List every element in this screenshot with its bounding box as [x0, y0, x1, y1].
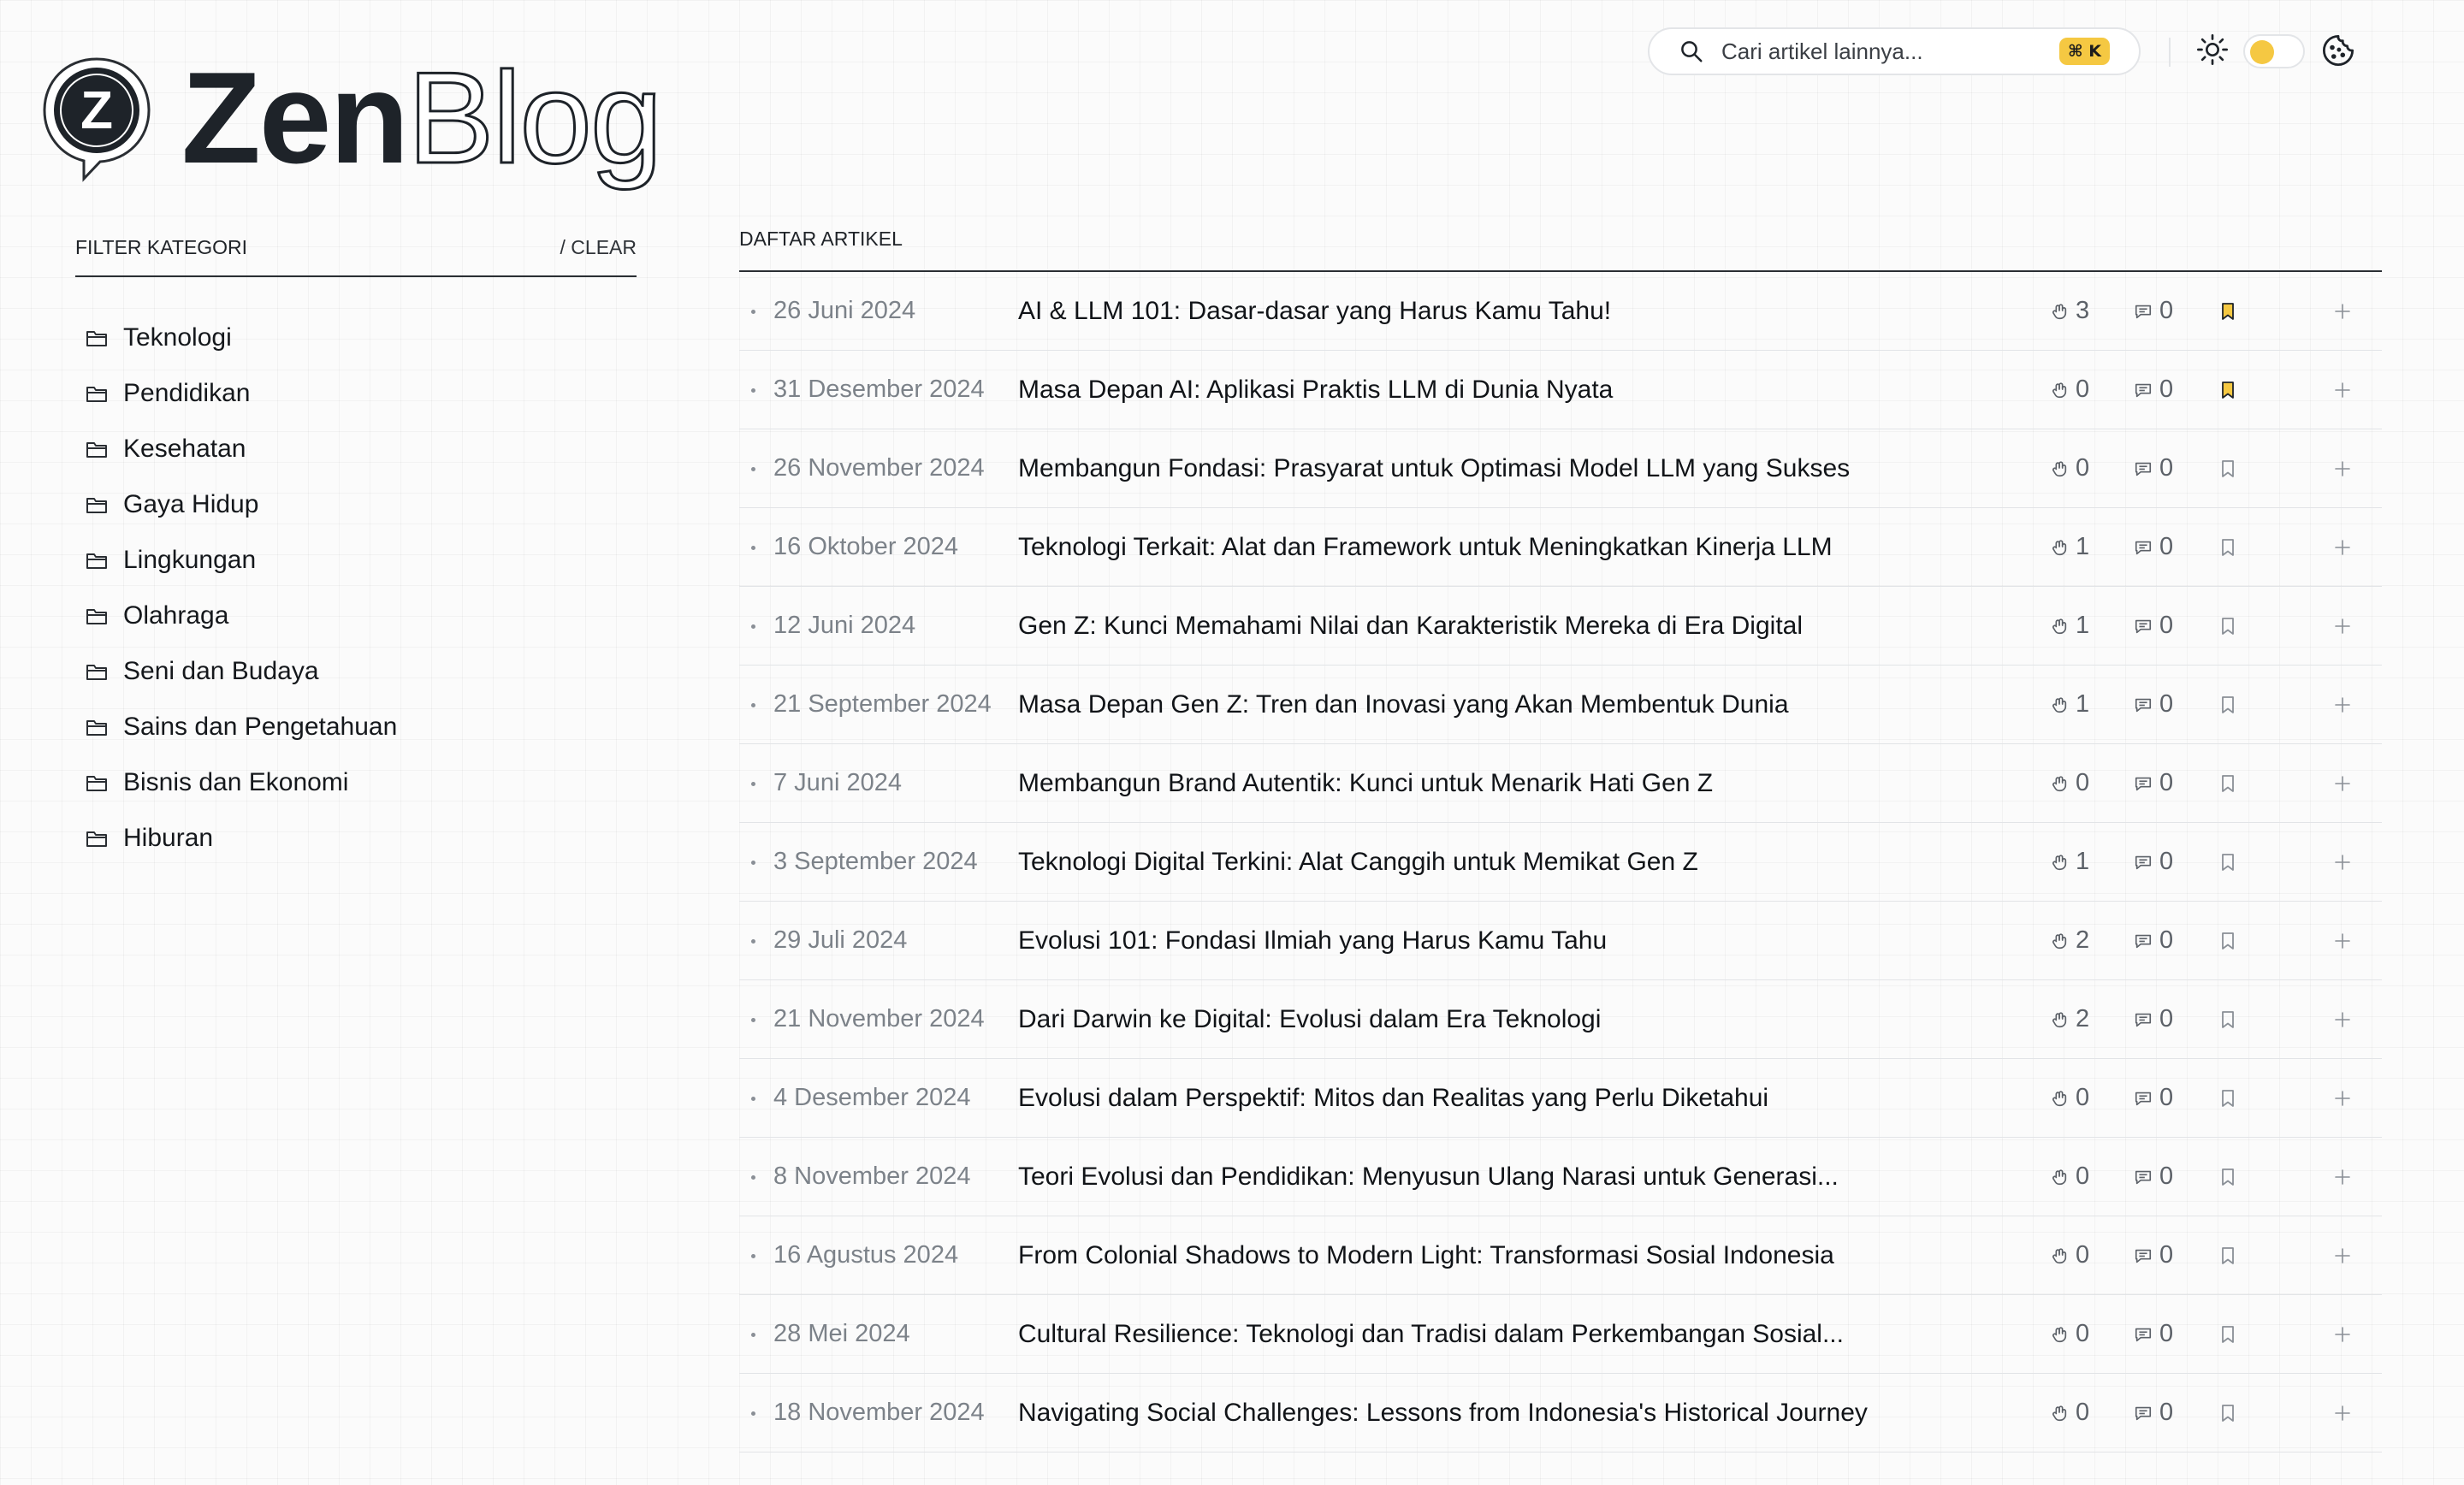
like-icon: [2050, 774, 2069, 793]
folder-icon: [86, 495, 108, 514]
category-item[interactable]: [86, 310, 397, 365]
category-item[interactable]: [86, 365, 397, 421]
category-item[interactable]: [86, 476, 397, 532]
like-count[interactable]: [2050, 690, 2089, 719]
comment-count[interactable]: [2134, 769, 2173, 797]
article-date: 16 Agustus 2024: [773, 1241, 959, 1269]
add-icon[interactable]: [2332, 773, 2353, 794]
category-label: Sains dan Pengetahuan: [123, 712, 398, 741]
bullet-dot: [751, 703, 755, 707]
comment-icon: [2134, 381, 2153, 399]
folder-icon: [86, 829, 108, 848]
add-icon[interactable]: [2332, 1088, 2353, 1109]
like-count[interactable]: [2050, 926, 2089, 955]
like-icon: [2050, 1246, 2069, 1265]
article-date: 31 Desember 2024: [773, 376, 985, 403]
folder-icon: [86, 440, 108, 459]
article-date: 3 September 2024: [773, 848, 978, 875]
bullet-dot: [751, 310, 755, 314]
comment-count[interactable]: [2134, 612, 2173, 640]
comment-count[interactable]: [2134, 454, 2173, 482]
like-count-value: 0: [2076, 769, 2090, 796]
bookmark-icon[interactable]: [2218, 459, 2238, 479]
article-title-link[interactable]: AI & LLM 101: Dasar-dasar yang Harus Kamu Tahu!: [1018, 296, 1612, 325]
like-count[interactable]: [2050, 1005, 2089, 1033]
comment-count-value: 0: [2159, 1163, 2174, 1190]
like-icon: [2050, 538, 2069, 557]
category-label: Bisnis dan Ekonomi: [123, 767, 349, 796]
comment-count[interactable]: [2134, 1005, 2173, 1033]
category-label: Gaya Hidup: [123, 489, 259, 518]
folder-icon: [86, 384, 108, 403]
like-count-value: 0: [2076, 1163, 2090, 1190]
add-icon[interactable]: [2332, 616, 2353, 636]
comment-count[interactable]: [2134, 1241, 2173, 1269]
bookmark-icon[interactable]: [2218, 1088, 2238, 1109]
folder-icon: [86, 773, 108, 792]
category-list: [86, 310, 397, 866]
like-count[interactable]: [2050, 454, 2089, 482]
like-icon: [2050, 617, 2069, 636]
bullet-dot: [751, 782, 755, 786]
like-count-value: 3: [2076, 297, 2090, 324]
cookie-icon[interactable]: [2320, 33, 2356, 68]
like-count[interactable]: [2050, 769, 2089, 797]
comment-count-value: 0: [2159, 1399, 2174, 1426]
bookmark-icon[interactable]: [2218, 380, 2238, 400]
comment-icon: [2134, 932, 2153, 950]
article-title-link[interactable]: Cultural Resilience: Teknologi dan Tradisi dalam Perkembangan Sosial...: [1018, 1319, 1844, 1348]
article-row[interactable]: [739, 1295, 2382, 1374]
article-title-link[interactable]: Navigating Social Challenges: Lessons from Indonesia's Historical Journey: [1018, 1398, 1868, 1427]
article-title-link[interactable]: Evolusi 101: Fondasi Ilmiah yang Harus Kamu Tahu: [1018, 926, 1608, 955]
clear-filter-button[interactable]: / CLEAR: [560, 236, 637, 258]
comment-count[interactable]: [2134, 297, 2173, 325]
article-row[interactable]: [739, 429, 2382, 508]
article-list-title: DAFTAR ARTIKEL: [739, 228, 903, 250]
article-date: 7 Juni 2024: [773, 769, 902, 796]
folder-icon: [86, 551, 108, 570]
like-icon: [2050, 1168, 2069, 1186]
add-icon[interactable]: [2332, 301, 2353, 322]
article-row[interactable]: [739, 587, 2382, 666]
comment-count-value: 0: [2159, 1320, 2174, 1347]
like-icon: [2050, 302, 2069, 321]
add-icon[interactable]: [2332, 852, 2353, 873]
search-icon: [1679, 38, 1704, 64]
theme-toggle[interactable]: [2243, 34, 2305, 68]
category-label: Lingkungan: [123, 545, 257, 574]
like-count-value: 0: [2076, 1399, 2090, 1426]
article-row[interactable]: [739, 508, 2382, 587]
bookmark-icon[interactable]: [2218, 1167, 2238, 1187]
like-count[interactable]: [2050, 533, 2089, 561]
logo-text-outline: Blog: [407, 45, 661, 191]
like-icon: [2050, 695, 2069, 714]
article-title-link[interactable]: From Colonial Shadows to Modern Light: Transformasi Sosial Indonesia: [1018, 1240, 1834, 1269]
like-icon: [2050, 381, 2069, 399]
comment-count-value: 0: [2159, 926, 2174, 954]
comment-icon: [2134, 1089, 2153, 1108]
add-icon[interactable]: [2332, 1009, 2353, 1030]
category-item[interactable]: [86, 810, 397, 866]
like-count-value: 0: [2076, 1241, 2090, 1269]
bullet-dot: [751, 624, 755, 629]
comment-icon: [2134, 617, 2153, 636]
category-label: Kesehatan: [123, 434, 246, 463]
article-list-header: [739, 228, 2382, 272]
bookmark-icon[interactable]: [2218, 1009, 2238, 1030]
category-label: Olahraga: [123, 601, 229, 630]
article-title-link[interactable]: Evolusi dalam Perspektif: Mitos dan Realitas yang Perlu Diketahui: [1018, 1083, 1769, 1112]
add-icon[interactable]: [2332, 695, 2353, 715]
article-date: 8 November 2024: [773, 1163, 971, 1190]
filter-category-header: [75, 236, 637, 277]
category-item[interactable]: [86, 699, 397, 754]
comment-count[interactable]: [2134, 690, 2173, 719]
add-icon[interactable]: [2332, 459, 2353, 479]
article-row[interactable]: [739, 1374, 2382, 1452]
article-title-link[interactable]: Dari Darwin ke Digital: Evolusi dalam Era Teknologi: [1018, 1004, 1602, 1033]
category-label: Pendidikan: [123, 378, 251, 407]
like-icon: [2050, 1010, 2069, 1029]
bullet-dot: [751, 1333, 755, 1337]
like-count-value: 0: [2076, 1084, 2090, 1111]
bullet-dot: [751, 546, 755, 550]
comment-icon: [2134, 1010, 2153, 1029]
bookmark-icon[interactable]: [2218, 1403, 2238, 1423]
article-title-link[interactable]: Gen Z: Kunci Memahami Nilai dan Karakteristik Mereka di Era Digital: [1018, 611, 1804, 640]
like-count-value: 0: [2076, 454, 2090, 482]
article-title-link[interactable]: Teknologi Digital Terkini: Alat Canggih untuk Memikat Gen Z: [1018, 847, 1698, 876]
like-count[interactable]: [2050, 848, 2089, 876]
article-row[interactable]: [739, 666, 2382, 744]
comment-count-value: 0: [2159, 612, 2174, 639]
header-divider: [2169, 38, 2171, 67]
bookmark-icon[interactable]: [2218, 616, 2238, 636]
bookmark-icon[interactable]: [2218, 852, 2238, 873]
folder-icon: [86, 328, 108, 347]
like-icon: [2050, 932, 2069, 950]
bullet-dot: [751, 1254, 755, 1258]
add-icon[interactable]: [2332, 1403, 2353, 1423]
bullet-dot: [751, 1411, 755, 1416]
comment-icon: [2134, 302, 2153, 321]
comment-count-value: 0: [2159, 690, 2174, 718]
add-icon[interactable]: [2332, 931, 2353, 951]
article-title-link[interactable]: Teknologi Terkait: Alat dan Framework untuk Meningkatkan Kinerja LLM: [1018, 532, 1833, 561]
comment-count[interactable]: [2134, 1399, 2173, 1427]
category-label: Hiburan: [123, 823, 214, 852]
comment-icon: [2134, 459, 2153, 478]
comment-count-value: 0: [2159, 533, 2174, 560]
bullet-dot: [751, 939, 755, 944]
comment-count-value: 0: [2159, 1084, 2174, 1111]
comment-count[interactable]: [2134, 1084, 2173, 1112]
article-date: 16 Oktober 2024: [773, 533, 959, 560]
like-count-value: 2: [2076, 926, 2090, 954]
comment-icon: [2134, 1325, 2153, 1344]
article-title-link[interactable]: Masa Depan Gen Z: Tren dan Inovasi yang Akan Membentuk Dunia: [1018, 689, 1789, 719]
folder-icon: [86, 606, 108, 625]
site-logo[interactable]: [39, 45, 661, 191]
article-date: 29 Juli 2024: [773, 926, 908, 954]
category-item[interactable]: [86, 532, 397, 588]
article-title-link[interactable]: Masa Depan AI: Aplikasi Praktis LLM di Dunia Nyata: [1018, 375, 1614, 404]
bookmark-icon[interactable]: [2218, 1324, 2238, 1345]
add-icon[interactable]: [2332, 1245, 2353, 1266]
like-count[interactable]: [2050, 376, 2089, 404]
add-icon[interactable]: [2332, 1167, 2353, 1187]
comment-icon: [2134, 853, 2153, 872]
article-date: 12 Juni 2024: [773, 612, 916, 639]
comment-count-value: 0: [2159, 848, 2174, 875]
like-count-value: 1: [2076, 690, 2090, 718]
article-date: 18 November 2024: [773, 1399, 985, 1426]
comment-icon: [2134, 1246, 2153, 1265]
folder-icon: [86, 662, 108, 681]
article-date: 28 Mei 2024: [773, 1320, 910, 1347]
like-count-value: 2: [2076, 1005, 2090, 1032]
article-row[interactable]: [739, 1138, 2382, 1216]
search-bar[interactable]: [1648, 27, 2141, 75]
bullet-dot: [751, 388, 755, 393]
article-row[interactable]: [739, 351, 2382, 429]
bookmark-icon[interactable]: [2218, 537, 2238, 558]
bookmark-icon[interactable]: [2218, 931, 2238, 951]
comment-count-value: 0: [2159, 297, 2174, 324]
like-icon: [2050, 1325, 2069, 1344]
filter-category-title: FILTER KATEGORI: [75, 236, 248, 258]
article-title-link[interactable]: Membangun Fondasi: Prasyarat untuk Optimasi Model LLM yang Sukses: [1018, 453, 1851, 482]
like-count[interactable]: [2050, 612, 2089, 640]
category-label: Teknologi: [123, 322, 232, 352]
like-icon: [2050, 459, 2069, 478]
comment-icon: [2134, 774, 2153, 793]
comment-count[interactable]: [2134, 1163, 2173, 1191]
bullet-dot: [751, 1175, 755, 1180]
category-label: Seni dan Budaya: [123, 656, 319, 685]
comment-count[interactable]: [2134, 533, 2173, 561]
comment-count-value: 0: [2159, 454, 2174, 482]
theme-toggle-knob: [2250, 40, 2274, 64]
bullet-dot: [751, 861, 755, 865]
article-date: 26 Juni 2024: [773, 297, 916, 324]
comment-count-value: 0: [2159, 376, 2174, 403]
search-input[interactable]: [1721, 38, 2038, 65]
article-row[interactable]: [739, 1059, 2382, 1138]
add-icon[interactable]: [2332, 380, 2353, 400]
search-shortcut-badge: ⌘ K: [2059, 38, 2110, 65]
logo-badge-letter: Z: [80, 81, 113, 140]
logo-badge-icon: [39, 54, 154, 182]
sun-icon[interactable]: [2195, 33, 2230, 67]
like-icon: [2050, 853, 2069, 872]
bullet-dot: [751, 1018, 755, 1022]
article-row[interactable]: [739, 902, 2382, 980]
comment-count[interactable]: [2134, 376, 2173, 404]
comment-icon: [2134, 1404, 2153, 1423]
article-row[interactable]: [739, 744, 2382, 823]
bullet-dot: [751, 467, 755, 471]
article-title-link[interactable]: Teori Evolusi dan Pendidikan: Menyusun Ulang Narasi untuk Generasi...: [1018, 1162, 1839, 1191]
category-item[interactable]: [86, 421, 397, 476]
add-icon[interactable]: [2332, 1324, 2353, 1345]
add-icon[interactable]: [2332, 537, 2353, 558]
category-item[interactable]: [86, 643, 397, 699]
article-list: [739, 272, 2382, 1452]
like-count[interactable]: [2050, 1084, 2089, 1112]
comment-count-value: 0: [2159, 1241, 2174, 1269]
article-date: 21 September 2024: [773, 690, 992, 718]
like-icon: [2050, 1404, 2069, 1423]
like-count-value: 0: [2076, 1320, 2090, 1347]
logo-wordmark: [181, 45, 661, 191]
article-title-link[interactable]: Membangun Brand Autentik: Kunci untuk Menarik Hati Gen Z: [1018, 768, 1714, 797]
comment-icon: [2134, 695, 2153, 714]
category-item[interactable]: [86, 754, 397, 810]
comment-count-value: 0: [2159, 1005, 2174, 1032]
like-count-value: 1: [2076, 848, 2090, 875]
article-row[interactable]: [739, 272, 2382, 351]
bookmark-icon[interactable]: [2218, 695, 2238, 715]
bookmark-icon[interactable]: [2218, 1245, 2238, 1266]
article-date: 4 Desember 2024: [773, 1084, 971, 1111]
like-count[interactable]: [2050, 1320, 2089, 1348]
like-count-value: 1: [2076, 533, 2090, 560]
comment-count[interactable]: [2134, 848, 2173, 876]
category-item[interactable]: [86, 588, 397, 643]
like-count-value: 1: [2076, 612, 2090, 639]
bullet-dot: [751, 1097, 755, 1101]
comment-count[interactable]: [2134, 926, 2173, 955]
article-date: 21 November 2024: [773, 1005, 985, 1032]
logo-text-bold: Zen: [181, 45, 408, 191]
bookmark-icon[interactable]: [2218, 773, 2238, 794]
like-icon: [2050, 1089, 2069, 1108]
article-date: 26 November 2024: [773, 454, 985, 482]
like-count-value: 0: [2076, 376, 2090, 403]
comment-count-value: 0: [2159, 769, 2174, 796]
article-row[interactable]: [739, 1216, 2382, 1295]
bookmark-icon[interactable]: [2218, 301, 2238, 322]
comment-icon: [2134, 538, 2153, 557]
like-count[interactable]: [2050, 1163, 2089, 1191]
article-row[interactable]: [739, 980, 2382, 1059]
like-count[interactable]: [2050, 1399, 2089, 1427]
like-count[interactable]: [2050, 297, 2089, 325]
comment-count[interactable]: [2134, 1320, 2173, 1348]
like-count[interactable]: [2050, 1241, 2089, 1269]
folder-icon: [86, 718, 108, 737]
article-row[interactable]: [739, 823, 2382, 902]
comment-icon: [2134, 1168, 2153, 1186]
